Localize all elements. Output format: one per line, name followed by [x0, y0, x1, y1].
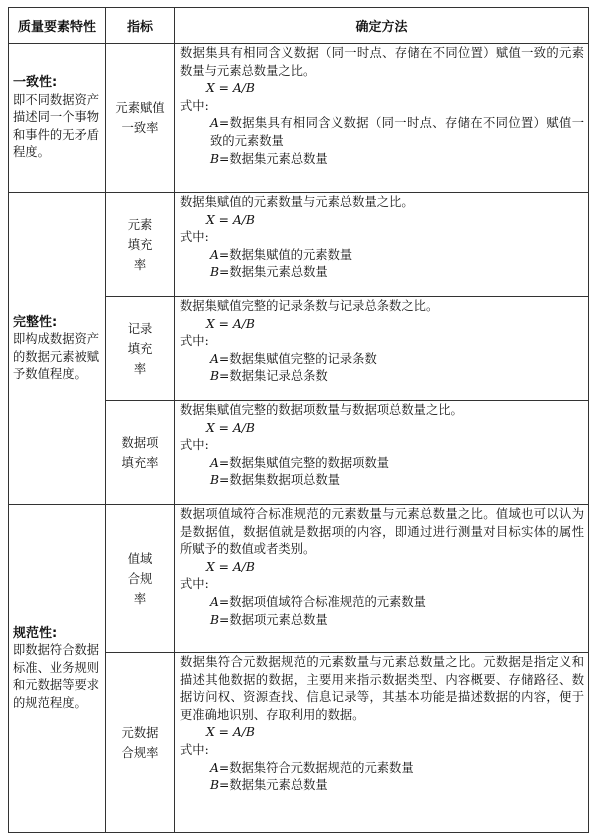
var-a-definition: =数据集具有相同含义数据（同一时点、存储在不同位置）赋值一致的元素数量	[210, 116, 584, 148]
characteristic-title: 一致性:	[13, 75, 58, 91]
method-formula: X = A/B	[206, 420, 255, 435]
characteristic-description: 即数据符合数据标准、业务规则和元数据等要求的规范程度。	[13, 643, 100, 710]
indicator-name: 元素赋值一致率	[106, 44, 175, 193]
indicator-name-text: 数据项填充率	[121, 435, 159, 470]
method-formula: X = A/B	[206, 212, 255, 227]
method-cell	[175, 44, 589, 193]
method-cell	[175, 505, 589, 653]
header-method: 确定方法	[175, 8, 589, 44]
characteristic-description: 即构成数据资产的数据元素被赋予数值程度。	[13, 332, 100, 381]
var-a-symbol: A	[210, 760, 219, 775]
method-cell	[175, 401, 589, 505]
method-cell	[175, 297, 589, 401]
var-a-definition: =数据项值域符合标准规范的元素数量	[218, 594, 426, 609]
table-header-row	[9, 8, 589, 44]
header-characteristic: 质量要素特性	[9, 8, 106, 44]
indicator-name	[106, 505, 175, 653]
var-b-definition: =数据集记录总条数	[219, 369, 328, 384]
method-var-a	[180, 247, 584, 265]
var-a-definition: =数据集赋值完整的数据项数量	[218, 455, 390, 470]
method-cell	[175, 653, 589, 833]
var-a-symbol: A	[210, 455, 219, 470]
var-a-symbol: A	[210, 116, 219, 131]
method-where: 式中:	[180, 334, 209, 349]
indicator-name	[106, 653, 175, 833]
characteristic-cell	[9, 505, 106, 833]
indicator-name-text: 记录填充率	[127, 321, 153, 376]
method-var-b	[180, 264, 584, 282]
characteristic-cell	[9, 44, 106, 193]
var-a-definition: =数据集赋值完整的记录条数	[218, 351, 377, 366]
var-a-symbol: A	[210, 351, 219, 366]
method-description: 数据集赋值的元素数量与元素总数量之比。	[180, 195, 414, 209]
indicator-name	[106, 193, 175, 297]
quality-element-table	[8, 7, 589, 833]
method-var-a	[180, 594, 584, 612]
method-var-b	[180, 368, 584, 386]
characteristic-title: 完整性:	[13, 314, 58, 330]
var-a-symbol: A	[210, 594, 219, 609]
var-b-symbol: B	[210, 151, 220, 166]
method-description: 数据集赋值完整的记录条数与记录总条数之比。	[180, 299, 439, 313]
method-var-a	[180, 351, 584, 369]
header-indicator: 指标	[106, 8, 175, 44]
method-description: 数据集符合元数据规范的元素数量与元素总数量之比。元数据是指定义和描述其他数据的数据，主要用来指示数据类型、内容概要、存储路径、数据访问权、资源查找、信息记录等，其基本功能是描述数据的内容，便于更准确地识别、存取利用的数据。	[180, 655, 584, 722]
var-a-symbol: A	[210, 247, 219, 262]
indicator-name	[106, 297, 175, 401]
method-var-b	[180, 777, 584, 795]
method-formula: X = A/B	[206, 81, 255, 96]
indicator-name-text: 元素填充率	[127, 217, 153, 272]
method-formula: X = A/B	[206, 559, 255, 574]
characteristic-description: 即不同数据资产描述同一个事物和事件的无矛盾程度。	[13, 92, 100, 160]
var-b-symbol: B	[210, 369, 220, 384]
indicator-name	[106, 401, 175, 505]
method-formula: X = A/B	[206, 316, 255, 331]
method-description: 数据集赋值完整的数据项数量与数据项总数量之比。	[180, 403, 463, 417]
var-b-symbol: B	[210, 612, 220, 627]
indicator-name-text: 值域合规率	[127, 551, 153, 606]
method-var-b	[180, 151, 584, 169]
method-description: 数据集具有相同含义数据（同一时点、存储在不同位置）赋值一致的元素数量与元素总数量之比。	[180, 46, 584, 78]
method-var-a	[180, 760, 584, 778]
table-row	[9, 193, 589, 297]
var-a-definition: =数据集符合元数据规范的元素数量	[218, 760, 414, 775]
var-b-definition: =数据项元素总数量	[219, 612, 328, 627]
method-var-b	[180, 612, 584, 630]
var-b-definition: =数据集元素总数量	[219, 265, 328, 280]
characteristic-title: 规范性:	[13, 625, 58, 641]
var-b-definition: =数据集数据项总数量	[219, 473, 341, 488]
method-cell	[175, 193, 589, 297]
table-row	[9, 44, 589, 193]
method-description: 数据项值域符合标准规范的元素数量与元素总数量之比。值域也可以认为是数据值，数据值就是数据项的内容，即通过进行测量对目标实体的属性所赋予的数值或者类别。	[180, 507, 584, 557]
method-var-a	[180, 115, 584, 150]
table-row	[9, 505, 589, 653]
method-where: 式中:	[180, 577, 209, 592]
method-var-a	[180, 455, 584, 473]
method-where: 式中:	[180, 98, 209, 113]
var-a-definition: =数据集赋值的元素数量	[218, 247, 353, 262]
var-b-symbol: B	[210, 265, 220, 280]
method-where: 式中:	[180, 438, 209, 453]
indicator-name-text: 元数据合规率	[121, 725, 159, 760]
method-where: 式中:	[180, 230, 209, 245]
method-var-b	[180, 472, 584, 490]
characteristic-cell	[9, 193, 106, 505]
var-b-symbol: B	[210, 473, 220, 488]
method-formula: X = A/B	[206, 725, 255, 740]
var-b-definition: =数据集元素总数量	[219, 151, 328, 166]
method-where: 式中:	[180, 742, 209, 757]
var-b-symbol: B	[210, 778, 220, 793]
var-b-definition: =数据集元素总数量	[219, 778, 328, 793]
